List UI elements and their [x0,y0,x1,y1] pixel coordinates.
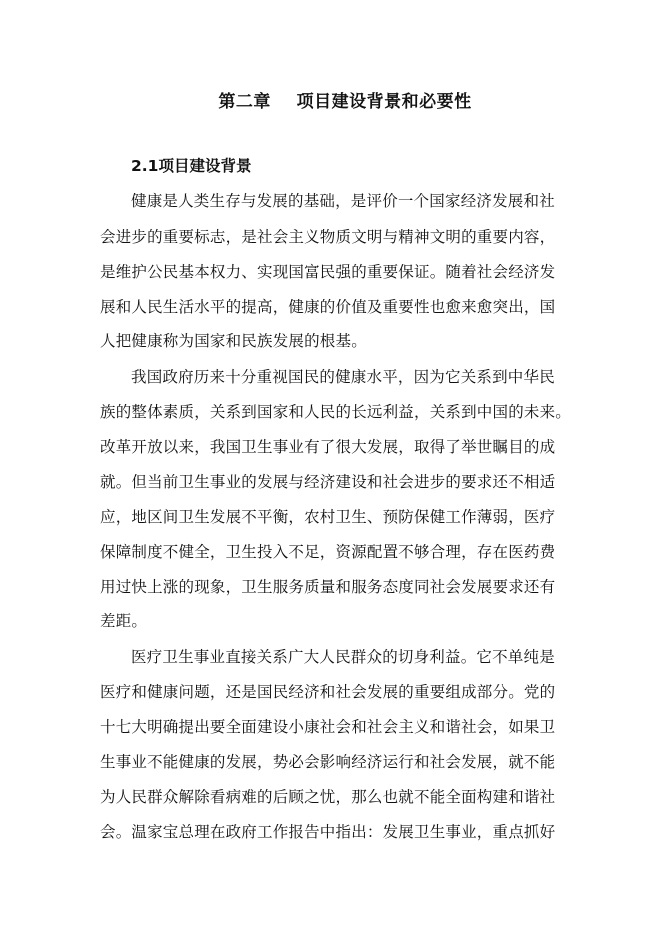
paragraph-2-line-5: 应，地区间卫生发展不平衡，农村卫生、预防保健工作薄弱，医疗 [100,508,556,526]
paragraph-1-line-5: 人把健康称为国家和民族发展的根基。 [100,332,367,350]
paragraph-3-line-3: 十七大明确提出要全面建设小康社会和社会主义和谐社会，如果卫 [100,718,556,736]
paragraph-3-line-1: 医疗卫生事业直接关系广大人民群众的切身利益。它不单纯是 [131,648,555,666]
paragraph-1-line-3: 是维护公民基本权力、实现国富民强的重要保证。随着社会经济发 [100,263,556,281]
paragraph-1-line-1: 健康是人类生存与发展的基础，是评价一个国家经济发展和社 [131,192,555,210]
chapter-title: 第二章 项目建设背景和必要性 [218,92,472,112]
paragraph-1-line-4: 展和人民生活水平的提高，健康的价值及重要性也愈来愈突出，国 [100,298,556,316]
paragraph-2-line-7: 用过快上涨的现象，卫生服务质量和服务态度同社会发展要求还有 [100,578,556,596]
paragraph-1-line-2: 会进步的重要标志，是社会主义物质文明与精神文明的重要内容， [100,228,556,246]
paragraph-2-line-3: 改革开放以来，我国卫生事业有了很大发展，取得了举世瞩目的成 [100,438,556,456]
paragraph-3-line-4: 生事业不能健康的发展，势必会影响经济运行和社会发展，就不能 [100,753,556,771]
paragraph-2-line-4: 就。但当前卫生事业的发展与经济建设和社会进步的要求还不相适 [100,473,556,491]
paragraph-3-line-6: 会。温家宝总理在政府工作报告中指出：发展卫生事业，重点抓好 [100,823,556,841]
paragraph-2-line-8: 差距。 [100,612,148,630]
paragraph-2-line-1: 我国政府历来十分重视国民的健康水平，因为它关系到中华民 [131,368,555,386]
paragraph-3-line-2: 医疗和健康问题，还是国民经济和社会发展的重要组成部分。党的 [100,683,556,701]
paragraph-3-line-5: 为人民群众解除看病难的后顾之忧，那么也就不能全面构建和谐社 [100,788,556,806]
paragraph-2-line-2: 族的整体素质，关系到国家和人民的长远利益，关系到中国的未来。 [100,403,572,421]
paragraph-2-line-6: 保障制度不健全，卫生投入不足，资源配置不够合理，存在医药费 [100,543,556,561]
section-heading: 2.1项目建设背景 [131,157,252,175]
